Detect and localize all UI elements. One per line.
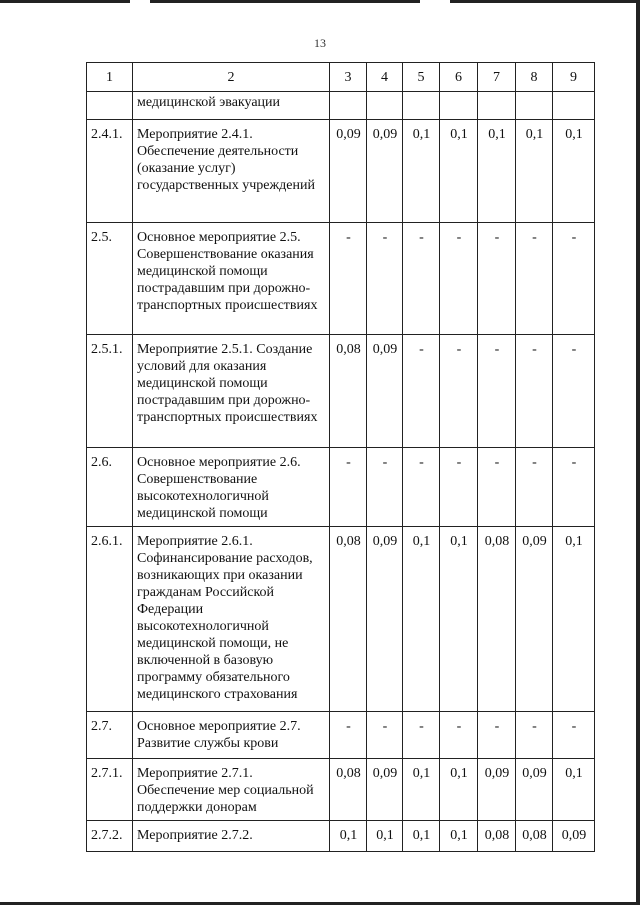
table-row <box>87 821 595 852</box>
row-name: Мероприятие 2.5.1. Создание условий для оказания медицинской помощи пострадавшим при дорожно-транспортных происшествиях <box>133 335 330 448</box>
row-value: - <box>553 223 595 335</box>
row-value: - <box>440 335 478 448</box>
column-header: 3 <box>330 63 367 92</box>
row-name: Мероприятие 2.7.2. <box>133 821 330 852</box>
row-name: медицинской эвакуации <box>133 92 330 120</box>
row-value: 0,1 <box>403 821 440 852</box>
table-row <box>87 223 595 335</box>
row-value: 0,1 <box>403 527 440 712</box>
row-value: 0,09 <box>330 120 367 223</box>
row-value: 0,1 <box>440 821 478 852</box>
row-value: 0,09 <box>367 120 403 223</box>
row-value <box>516 92 553 120</box>
row-value: 0,09 <box>478 759 516 821</box>
table-row <box>87 120 595 223</box>
row-value: 0,08 <box>330 759 367 821</box>
row-name: Основное мероприятие 2.6. Совершенствование высокотехнологичной медицинской помощи <box>133 448 330 527</box>
row-number: 2.6. <box>87 448 133 527</box>
row-value: - <box>367 223 403 335</box>
row-number: 2.7. <box>87 712 133 759</box>
row-value: - <box>440 448 478 527</box>
row-value: 0,09 <box>553 821 595 852</box>
table-row <box>87 448 595 527</box>
row-number: 2.5.1. <box>87 335 133 448</box>
column-header: 1 <box>87 63 133 92</box>
row-value: - <box>478 223 516 335</box>
column-header: 4 <box>367 63 403 92</box>
page-number: 13 <box>314 36 326 50</box>
row-number: 2.6.1. <box>87 527 133 712</box>
row-value: 0,08 <box>516 821 553 852</box>
row-value: 0,1 <box>553 759 595 821</box>
row-value: 0,1 <box>440 527 478 712</box>
row-value: - <box>403 223 440 335</box>
row-value: - <box>440 223 478 335</box>
row-value: 0,09 <box>516 527 553 712</box>
row-value: - <box>516 223 553 335</box>
row-value: 0,09 <box>367 527 403 712</box>
column-header: 9 <box>553 63 595 92</box>
table-row <box>87 527 595 712</box>
column-header: 7 <box>478 63 516 92</box>
row-value <box>440 92 478 120</box>
row-value: 0,1 <box>516 120 553 223</box>
row-value: 0,09 <box>367 759 403 821</box>
row-value: - <box>478 448 516 527</box>
row-name: Мероприятие 2.4.1. Обеспечение деятельности (оказание услуг) государственных учреждений <box>133 120 330 223</box>
row-value <box>403 92 440 120</box>
row-value: - <box>478 712 516 759</box>
row-value: 0,08 <box>478 821 516 852</box>
row-value: - <box>367 448 403 527</box>
row-name: Мероприятие 2.6.1. Софинансирование расходов, возникающих при оказании гражданам Российской Федерации высокотехнологичной медицинской помощи, не включенной в базовую программу обязательного медицинского страхования <box>133 527 330 712</box>
row-value: - <box>553 335 595 448</box>
table-row <box>87 335 595 448</box>
row-name: Основное мероприятие 2.7. Развитие службы крови <box>133 712 330 759</box>
row-value: 0,1 <box>478 120 516 223</box>
row-number: 2.7.2. <box>87 821 133 852</box>
row-value: - <box>553 712 595 759</box>
row-value: 0,08 <box>478 527 516 712</box>
row-value: 0,08 <box>330 527 367 712</box>
program-indicators-table <box>86 62 595 852</box>
table-row <box>87 712 595 759</box>
row-value: - <box>516 448 553 527</box>
column-header: 6 <box>440 63 478 92</box>
row-value: - <box>330 712 367 759</box>
row-value: 0,1 <box>440 120 478 223</box>
row-value <box>367 92 403 120</box>
column-header: 5 <box>403 63 440 92</box>
row-value: 0,1 <box>440 759 478 821</box>
row-value: - <box>553 448 595 527</box>
table-row <box>87 92 595 120</box>
row-name: Основное мероприятие 2.5. Совершенствование оказания медицинской помощи пострадавшим при дорожно-транспортных происшествиях <box>133 223 330 335</box>
row-value: 0,1 <box>553 527 595 712</box>
scan-border-top <box>0 0 640 3</box>
row-value: 0,1 <box>330 821 367 852</box>
row-number: 2.7.1. <box>87 759 133 821</box>
row-value: - <box>330 448 367 527</box>
table-header-row <box>87 63 595 92</box>
row-value: - <box>440 712 478 759</box>
row-value: - <box>516 335 553 448</box>
row-value: - <box>478 335 516 448</box>
row-value: 0,08 <box>330 335 367 448</box>
row-value: - <box>516 712 553 759</box>
row-number: 2.5. <box>87 223 133 335</box>
scan-border-gap <box>130 0 150 3</box>
row-value <box>478 92 516 120</box>
row-value: - <box>330 223 367 335</box>
column-header: 8 <box>516 63 553 92</box>
row-value <box>330 92 367 120</box>
row-value: 0,1 <box>403 120 440 223</box>
row-value <box>553 92 595 120</box>
row-value: - <box>403 712 440 759</box>
scan-border-gap <box>420 0 450 3</box>
row-value: 0,1 <box>367 821 403 852</box>
row-value: - <box>403 448 440 527</box>
row-name: Мероприятие 2.7.1. Обеспечение мер социальной поддержки донорам <box>133 759 330 821</box>
row-value: - <box>403 335 440 448</box>
table-row <box>87 759 595 821</box>
row-value: 0,1 <box>403 759 440 821</box>
row-number <box>87 92 133 120</box>
row-value: 0,09 <box>367 335 403 448</box>
row-value: 0,09 <box>516 759 553 821</box>
column-header: 2 <box>133 63 330 92</box>
row-value: 0,1 <box>553 120 595 223</box>
scan-border-right <box>636 0 640 905</box>
row-number: 2.4.1. <box>87 120 133 223</box>
row-value: - <box>367 712 403 759</box>
